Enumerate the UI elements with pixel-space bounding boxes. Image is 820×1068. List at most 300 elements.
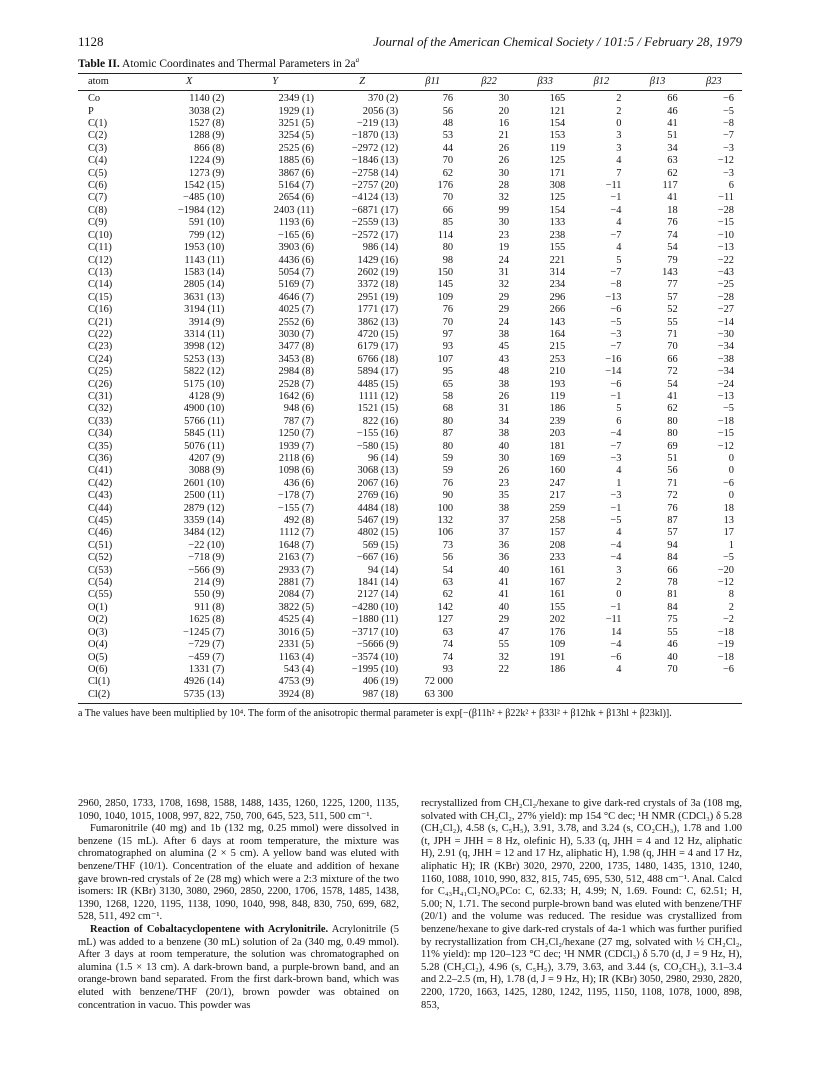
table-cell: 71: [667, 328, 678, 340]
table-cell: 34: [498, 415, 510, 427]
table-cell: 233: [549, 552, 566, 564]
table-cell: 100: [437, 502, 454, 514]
table-cell: −2757 (20): [351, 180, 399, 192]
table-cell: −24: [717, 378, 734, 390]
table-cell: −3717 (10): [351, 626, 399, 638]
table-cell: −22 (10): [188, 539, 225, 551]
table-cell: 4926 (14): [183, 676, 225, 688]
table-cell: −3: [722, 167, 734, 179]
column-header: β11: [404, 73, 461, 90]
table-cell: [629, 676, 685, 688]
table-cell: 2067 (16): [357, 477, 399, 489]
table-row: [78, 565, 742, 577]
table-cell: [461, 676, 517, 688]
table-cell: 1841 (14): [357, 577, 399, 589]
table-cell: 1224 (9): [188, 155, 225, 167]
table-cell: 217: [549, 490, 566, 502]
table-cell: 29: [498, 291, 510, 303]
table-cell: −1984 (12): [177, 204, 225, 216]
table-cell: 2951 (19): [357, 291, 399, 303]
coordinates-table: [78, 73, 742, 704]
table-cell: [573, 676, 629, 688]
table-cell: 6: [728, 180, 734, 192]
table-cell: 4: [616, 465, 622, 477]
table-cell: 4720 (15): [357, 328, 399, 340]
table-cell: 66: [667, 353, 678, 365]
table-cell: 5894 (17): [357, 366, 399, 378]
table-cell: 221: [549, 254, 566, 266]
table-cell: 55: [667, 626, 678, 638]
table-cell: −459 (7): [188, 651, 225, 663]
table-cell: −3: [610, 490, 622, 502]
table-cell: C(16): [88, 304, 113, 316]
table-cell: 1929 (1): [278, 105, 314, 117]
table-cell: 153: [549, 130, 566, 142]
table-cell: 1885 (6): [278, 155, 314, 167]
table-cell: 5822 (12): [183, 366, 225, 378]
table-cell: C(10): [88, 229, 113, 241]
table-cell: 5175 (10): [183, 378, 225, 390]
table-cell: 99: [498, 204, 510, 216]
table-cell: 8: [728, 589, 734, 601]
table-cell: 4: [616, 242, 622, 254]
table-cell: 1143 (11): [184, 254, 225, 266]
table-cell: 161: [549, 564, 566, 576]
table-cell: 3: [616, 564, 622, 576]
table-cell: 2933 (7): [278, 564, 314, 576]
table-cell: 30: [498, 167, 510, 179]
table-cell: 308: [549, 180, 566, 192]
table-cell: 41: [667, 192, 678, 204]
table-cell: 56: [667, 465, 678, 477]
table-cell: [517, 676, 573, 688]
table-cell: 62: [442, 589, 454, 601]
table-header-row: [78, 73, 742, 90]
table-cell: 370 (2): [367, 93, 399, 105]
table-row: [78, 118, 742, 130]
table-cell: 5845 (11): [184, 428, 225, 440]
table-cell: 181: [549, 440, 566, 452]
paragraph-text: Acrylonitrile (5 mL) was added to a benzene (30 mL) solution of 2a (340 mg, 0.49 mmol). After 3 days at room temperature, the solution was chromatographed on alumina (1.5 × 13 cm). A dark-brown band, a purple-brown band, and an orange-brown band separated. From the first dark-brown band, which was eluted with benzene/THF (20/1), brown powder was obtained on concentration in vacuo. This powder was: [78, 923, 399, 1011]
table-cell: 3: [616, 130, 622, 142]
table-cell: 239: [549, 415, 566, 427]
table-cell: −6: [722, 663, 734, 675]
table-cell: −18: [717, 651, 734, 663]
table-cell: −4: [610, 539, 622, 551]
table-cell: −5: [610, 316, 622, 328]
table-cell: 21: [498, 130, 510, 142]
table-row: [78, 130, 742, 142]
table-row: [78, 354, 742, 366]
table-cell: −28: [717, 291, 734, 303]
page-header: [78, 34, 742, 50]
table-row: [78, 577, 742, 589]
table-cell: 1273 (9): [188, 167, 225, 179]
table-cell: 3251 (5): [278, 118, 314, 130]
table-cell: 44: [442, 142, 454, 154]
table-cell: 1: [728, 539, 734, 551]
column-header: Z: [320, 73, 404, 90]
table-cell: −34: [717, 366, 734, 378]
column-header: Y: [230, 73, 320, 90]
table-cell: 70: [442, 192, 454, 204]
table-cell: 38: [498, 328, 510, 340]
table-row: [78, 664, 742, 676]
table-cell: 85: [442, 217, 454, 229]
table-cell: 73: [442, 539, 454, 551]
table-cell: −1: [610, 502, 622, 514]
table-cell: 167: [549, 577, 566, 589]
table-cell: 46: [667, 639, 678, 651]
table-cell: 202: [549, 614, 566, 626]
table-cell: 5467 (19): [357, 515, 399, 527]
table-cell: 2: [616, 577, 622, 589]
table-cell: 2056 (3): [362, 105, 399, 117]
table-cell: 84: [667, 552, 678, 564]
table-cell: 95: [442, 366, 454, 378]
table-cell: −6: [610, 304, 622, 316]
table-cell: 1521 (15): [357, 403, 399, 415]
table-cell: 4: [616, 527, 622, 539]
table-cell: 57: [667, 291, 678, 303]
table-cell: 3914 (9): [188, 316, 225, 328]
table-row: [78, 589, 742, 601]
table-cell: −580 (15): [356, 440, 399, 452]
table-cell: C(4): [88, 155, 108, 167]
table-cell: 4900 (10): [183, 403, 225, 415]
table-cell: 54: [667, 242, 678, 254]
table-cell: −4124 (13): [351, 192, 399, 204]
table-cell: 2984 (8): [278, 366, 314, 378]
table-cell: 3631 (13): [183, 291, 225, 303]
table-cell: 23: [498, 229, 510, 241]
page-number: 1128: [78, 34, 104, 49]
table-cell: 28: [498, 180, 510, 192]
table-cell: 96 (14): [367, 453, 399, 465]
table-cell: −15: [717, 217, 734, 229]
table-cell: C(46): [88, 527, 113, 539]
table-cell: 238: [549, 229, 566, 241]
table-cell: 34: [667, 142, 678, 154]
table-cell: 4: [616, 155, 622, 167]
table-cell: 41: [667, 118, 678, 130]
table-cell: 1771 (17): [357, 304, 399, 316]
table-cell: 4646 (7): [278, 291, 314, 303]
table-cell: 2805 (14): [183, 279, 225, 291]
table-cell: 6179 (17): [357, 341, 399, 353]
table-cell: 117: [662, 180, 678, 192]
table-cell: 4802 (15): [357, 527, 399, 539]
table-cell: 1625 (8): [188, 614, 225, 626]
table-cell: C(45): [88, 515, 113, 527]
table-cell: 3484 (12): [183, 527, 225, 539]
table-cell: 57: [667, 527, 678, 539]
table-row: [78, 304, 742, 316]
table-cell: 31: [498, 266, 510, 278]
table-cell: −5: [610, 515, 622, 527]
table-cell: 210: [549, 366, 566, 378]
table-cell: 32: [498, 279, 510, 291]
table-row: [78, 465, 742, 477]
table-cell: 114: [437, 229, 454, 241]
table-cell: 75: [667, 614, 678, 626]
table-cell: 3924 (8): [230, 689, 320, 704]
table-cell: 143: [662, 266, 678, 278]
table-cell: Co: [88, 93, 101, 105]
table-caption: [78, 56, 742, 70]
table-cell: 6: [616, 415, 622, 427]
table-cell: O(4): [88, 639, 108, 651]
table-cell: 78: [667, 577, 678, 589]
table-cell: 40: [667, 651, 678, 663]
table-cell: −7: [610, 266, 622, 278]
table-cell: 87: [667, 515, 678, 527]
table-cell: 127: [437, 614, 454, 626]
table-cell: Cl(1): [88, 676, 110, 688]
table-cell: −14: [605, 366, 622, 378]
table-cell: C(24): [88, 353, 113, 365]
table-cell: 18: [667, 204, 678, 216]
table-cell: −14: [717, 316, 734, 328]
table-cell: 80: [442, 440, 454, 452]
table-cell: 65: [442, 378, 454, 390]
table-cell: 41: [498, 589, 510, 601]
table-cell: 16: [498, 118, 510, 130]
table-row: [78, 379, 742, 391]
table-cell: −13: [717, 390, 734, 402]
table-cell: −219 (13): [356, 118, 399, 130]
table-cell: 2118 (6): [278, 453, 314, 465]
table-cell: 106: [437, 527, 454, 539]
table-cell: C(7): [88, 192, 108, 204]
table-cell: 4525 (4): [278, 614, 314, 626]
table-cell: 3: [616, 142, 622, 154]
table-cell: 1250 (7): [278, 428, 314, 440]
table-cell: C(11): [88, 242, 112, 254]
table-cell: C(31): [88, 390, 113, 402]
table-cell: C(2): [88, 130, 108, 142]
table-cell: 94: [667, 539, 678, 551]
table-cell: −11: [718, 192, 734, 204]
table-cell: −6: [610, 378, 622, 390]
table-cell: 93: [442, 341, 454, 353]
table-cell: 56: [442, 552, 454, 564]
table-cell: 5: [616, 403, 622, 415]
table-cell: 69: [667, 440, 678, 452]
table-cell: 169: [549, 453, 566, 465]
table-cell: 45: [498, 341, 510, 353]
table-row: [78, 267, 742, 279]
table-cell: 59: [442, 453, 454, 465]
table-cell: 2403 (11): [273, 204, 314, 216]
table-cell: 53: [442, 130, 454, 142]
right-column: [421, 798, 742, 1012]
table-row: [78, 255, 742, 267]
table-cell: −1846 (13): [351, 155, 399, 167]
table-cell: −4280 (10): [351, 601, 399, 613]
journal-running-head: Journal of the American Chemical Society / 101:5 / February 28, 1979: [373, 34, 742, 49]
left-column: [78, 798, 399, 1012]
table-cell: C(6): [88, 180, 108, 192]
table-cell: 160: [549, 465, 566, 477]
table-cell: 46: [667, 105, 678, 117]
table-cell: 51: [667, 130, 678, 142]
table-cell: 591 (10): [188, 217, 225, 229]
table-cell: −165 (6): [277, 229, 314, 241]
table-cell: 81: [667, 589, 678, 601]
table-cell: 29: [498, 304, 510, 316]
table-cell: −12: [717, 155, 734, 167]
table-cell: 1112 (7): [279, 527, 314, 539]
table-cell: C(12): [88, 254, 113, 266]
table-row: [78, 515, 742, 527]
table-cell: 436 (6): [283, 477, 314, 489]
table-cell: 3903 (6): [278, 242, 314, 254]
table-row: [78, 602, 742, 614]
table-caption-mark: a: [355, 56, 360, 64]
table-cell: −155 (16): [356, 428, 399, 440]
table-cell: 93: [442, 663, 454, 675]
table-cell: −43: [717, 266, 734, 278]
table-cell: −2: [722, 614, 734, 626]
table-cell: −3: [610, 328, 622, 340]
table-footnote: a The values have been multiplied by 10⁴. The form of the anisotropic thermal parameter is exp[−(β11h² + β22k² + β33l² + β12hk + β13hl + β23kl)].: [78, 708, 672, 720]
table-cell: −22: [717, 254, 734, 266]
table-cell: 569 (15): [362, 539, 399, 551]
paragraph: 2960, 2850, 1733, 1708, 1698, 1588, 1488, 1435, 1260, 1225, 1200, 1135, 1090, 1040, 1015, 1008, 997, 822, 750, 700, 645, 523, 511, 500 cm⁻¹.: [78, 798, 399, 822]
table-cell: [629, 689, 685, 704]
table-cell: 80: [667, 415, 678, 427]
table-cell: C(41): [88, 465, 113, 477]
table-cell: 1429 (16): [357, 254, 399, 266]
table-cell: 30: [498, 93, 510, 105]
table-cell: −667 (16): [356, 552, 399, 564]
table-cell: 48: [442, 118, 454, 130]
table-cell: C(23): [88, 341, 113, 353]
table-cell: −3: [722, 142, 734, 154]
table-cell: 71: [667, 477, 678, 489]
table-cell: −18: [717, 626, 734, 638]
table-cell: −718 (9): [188, 552, 225, 564]
table-cell: 142: [437, 601, 454, 613]
table-caption-text: Atomic Coordinates and Thermal Parameters in 2a: [122, 57, 356, 70]
table-cell: 26: [498, 142, 510, 154]
table-cell: 63: [442, 626, 454, 638]
table-cell: 234: [549, 279, 566, 291]
table-row: [78, 639, 742, 651]
table-cell: −6: [722, 93, 734, 105]
table-cell: 30: [498, 217, 510, 229]
column-header: β12: [573, 73, 629, 90]
table-cell: 1953 (10): [183, 242, 225, 254]
table-cell: −3: [610, 453, 622, 465]
table-cell: −1245 (7): [183, 626, 225, 638]
table-cell: O(1): [88, 601, 108, 613]
table-cell: −485 (10): [183, 192, 225, 204]
table-row: [78, 503, 742, 515]
column-header: β22: [461, 73, 517, 90]
table-cell: −13: [605, 291, 622, 303]
table-cell: 26: [498, 155, 510, 167]
table-cell: P: [88, 105, 94, 117]
table-cell: 3998 (12): [183, 341, 225, 353]
table-cell: 40: [498, 601, 510, 613]
table-cell: −30: [717, 328, 734, 340]
table-cell: −5: [722, 105, 734, 117]
table-cell: 161: [549, 589, 566, 601]
table-row: [78, 143, 742, 155]
table-cell: 3453 (8): [278, 353, 314, 365]
table-cell: 97: [442, 328, 454, 340]
table-cell: 145: [437, 279, 454, 291]
table-cell: 0: [728, 453, 734, 465]
table-row: [78, 652, 742, 664]
table-cell: 63 300: [404, 689, 461, 704]
table-cell: −7: [722, 130, 734, 142]
table-cell: 5054 (7): [278, 266, 314, 278]
table-cell: 70: [442, 155, 454, 167]
table-cell: C(25): [88, 366, 113, 378]
table-cell: 107: [437, 353, 454, 365]
table-cell: 4753 (9): [278, 676, 314, 688]
table-cell: −8: [610, 279, 622, 291]
table-cell: 55: [498, 639, 510, 651]
table-cell: C(55): [88, 589, 113, 601]
table-cell: 5735 (13): [148, 689, 230, 704]
table-cell: O(3): [88, 626, 108, 638]
table-cell: 186: [549, 403, 566, 415]
table-cell: 4: [616, 663, 622, 675]
table-cell: −10: [717, 229, 734, 241]
table-cell: 3359 (14): [183, 515, 225, 527]
table-cell: O(6): [88, 663, 108, 675]
table-cell: [573, 689, 629, 704]
table-row: [78, 230, 742, 242]
table-cell: −27: [717, 304, 734, 316]
table-cell: 1542 (15): [183, 180, 225, 192]
table-cell: 51: [667, 453, 678, 465]
table-cell: 2525 (6): [278, 142, 314, 154]
table-row: [78, 91, 742, 106]
table-row: [78, 279, 742, 291]
table-cell: 62: [667, 167, 678, 179]
table-cell: 2552 (6): [278, 316, 314, 328]
table-cell: −11: [605, 180, 622, 192]
table-cell: −5666 (9): [356, 639, 399, 651]
table-cell: 14: [611, 626, 622, 638]
table-cell: 76: [667, 217, 678, 229]
section-run-head: Reaction of Cobaltacyclopentene with Acrylonitrile.: [90, 923, 329, 935]
table-cell: C(42): [88, 477, 113, 489]
table-cell: 40: [498, 440, 510, 452]
table-cell: 109: [437, 291, 454, 303]
table-cell: 76: [667, 502, 678, 514]
table-cell: −12: [717, 577, 734, 589]
table-row: [78, 168, 742, 180]
table-cell: 2528 (7): [278, 378, 314, 390]
table-row: [78, 416, 742, 428]
table-cell: 5164 (7): [278, 180, 314, 192]
table-cell: 3867 (6): [278, 167, 314, 179]
table-cell: −38: [717, 353, 734, 365]
table-cell: C(3): [88, 142, 108, 154]
table-cell: 17: [723, 527, 734, 539]
table-cell: C(8): [88, 204, 108, 216]
table-cell: 35: [498, 490, 510, 502]
table-cell: 40: [498, 564, 510, 576]
table-cell: −1995 (10): [351, 663, 399, 675]
table-cell: −20: [717, 564, 734, 576]
